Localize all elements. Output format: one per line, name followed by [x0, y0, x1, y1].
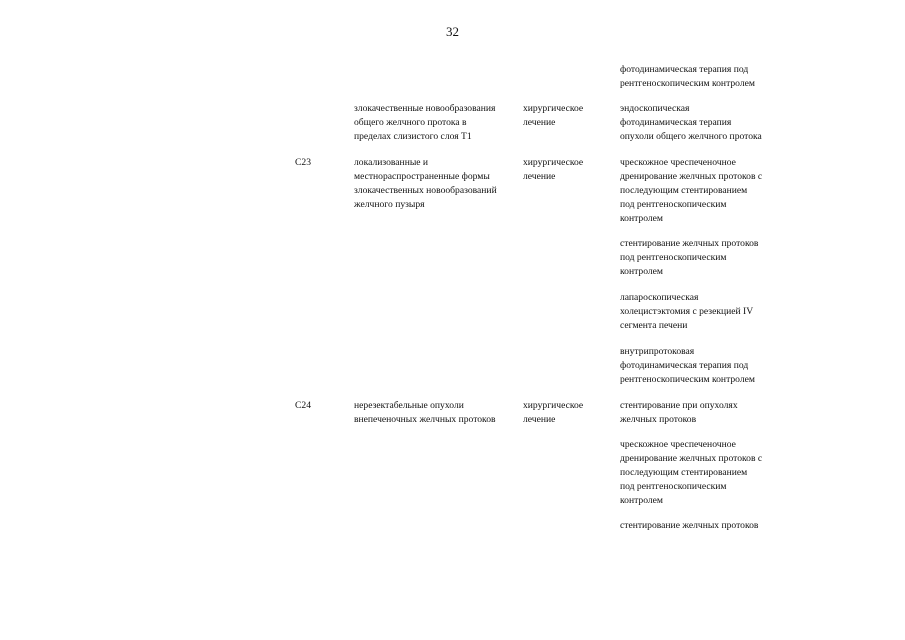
- table-cell-method: стентирование при опухолях желчных протоков: [620, 400, 738, 425]
- table-cell-treatment-model: хирургическое лечение: [523, 157, 584, 182]
- page-number: 32: [446, 24, 459, 39]
- table-cell-treatment-model: хирургическое лечение: [523, 400, 584, 425]
- table-cell-method: стентирование желчных протоков под рентгеноскопическим контролем: [620, 238, 759, 277]
- table-cell-diagnosis: локализованные и местнораспространенные формы злокачественных новообразований желчного пузыря: [354, 157, 497, 210]
- table-cell-method: эндоскопическая фотодинамическая терапия опухоли общего желчного протока: [620, 103, 762, 142]
- table-cell-treatment-model: хирургическое лечение: [523, 103, 584, 128]
- table-cell-method: чрескожное чреспеченочное дренирование желчных протоков с последующим стентированием под рентгеноскопическим контролем: [620, 157, 763, 224]
- table-cell-code: C24: [295, 400, 311, 411]
- table-cell-method: чрескожное чреспеченочное дренирование желчных протоков с последующим стентированием под рентгеноскопическим контролем: [620, 439, 763, 506]
- table-cell-method: фотодинамическая терапия под рентгеноскопическим контролем: [620, 64, 755, 89]
- table-cell-code: C23: [295, 157, 311, 168]
- table-cell-method: стентирование желчных протоков: [620, 520, 759, 531]
- table-cell-diagnosis: нерезектабельные опухоли внепеченочных желчных протоков: [354, 400, 496, 425]
- table-cell-method: лапароскопическая холецистэктомия с резекцией IV сегмента печени: [620, 292, 754, 331]
- table-cell-method: внутрипротоковая фотодинамическая терапия под рентгеноскопическим контролем: [620, 346, 755, 385]
- table-cell-diagnosis: злокачественные новообразования общего желчного протока в пределах слизистого слоя T1: [354, 103, 496, 142]
